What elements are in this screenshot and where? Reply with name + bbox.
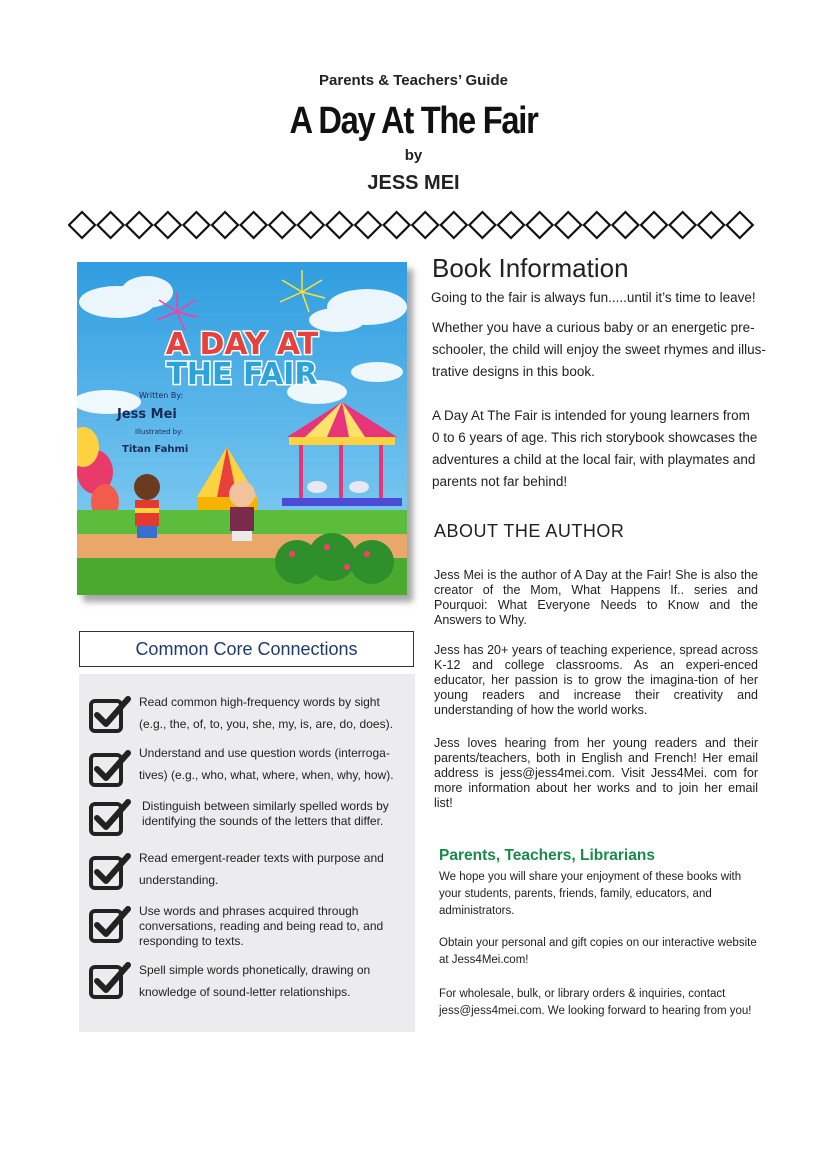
diamond-shape	[469, 212, 495, 238]
checkbox-checked-icon	[88, 851, 132, 891]
book-info-paragraph-2	[432, 405, 772, 493]
book-info-heading: Book Information	[432, 253, 629, 283]
cover-title-line2: THE FAIR	[166, 357, 318, 392]
book-tagline: Going to the fair is always fun.....until it’s time to leave!	[431, 290, 756, 305]
about-paragraph-1: Jess Mei is the author of A Day at the Fair! She is also the creator of the Mom, What Happens If.. series and Pourquoi: What Everyone Needs to Know and the Answers to Why.	[434, 568, 758, 627]
text-line: 0 to 6 years of age. This rich storybook showcases the	[432, 430, 758, 445]
diamond-border	[68, 210, 762, 240]
about-author-heading: ABOUT THE AUTHOR	[434, 521, 625, 541]
book-cover	[77, 262, 407, 595]
text-line: knowledge of sound-letter relationships.	[139, 985, 351, 999]
text-line: tives) (e.g., who, what, where, when, why, how).	[139, 768, 394, 782]
diamond-shape	[269, 212, 295, 238]
text-line: trative designs in this book.	[432, 364, 595, 379]
text-line: conversations, reading and being read to, and	[139, 919, 384, 933]
diamond-shape	[612, 212, 638, 238]
diamond-shape	[555, 212, 581, 238]
diamond-shape	[727, 212, 753, 238]
about-paragraph-2: Jess has 20+ years of teaching experience, spread across K-12 and college classrooms. As an experi-enced educator, her passion is to grow the imagina-tion of her young readers and increase their creativity and understanding of how the world works.	[434, 643, 758, 717]
cover-illustrated-by: Illustrated by:	[135, 428, 184, 436]
child-left-icon	[134, 474, 160, 538]
text-line: identifying the sounds of the letters that differ.	[142, 814, 384, 828]
audience-paragraph-3: For wholesale, bulk, or library orders & inquiries, contact jess@jess4mei.com. We looking forward to hearing from you!	[439, 988, 752, 1017]
diamond-shape	[155, 212, 181, 238]
guide-label: Parents & Teachers’ Guide	[319, 72, 508, 89]
text-line: adventures a child at the local fair, with playmates and	[432, 452, 756, 467]
diamond-shape	[69, 212, 95, 238]
text-line: Whether you have a curious baby or an energetic pre-	[432, 320, 755, 335]
diamond-shape	[241, 212, 267, 238]
cover-illustrator: Titan Fahmi	[122, 444, 189, 455]
text-line: Read emergent-reader texts with purpose and	[139, 851, 384, 865]
author-name: JESS MEI	[367, 172, 460, 194]
diamond-shape	[412, 212, 438, 238]
diamond-shape	[527, 212, 553, 238]
by-label: by	[404, 147, 423, 164]
text-line: Understand and use question words (interroga-	[139, 746, 390, 760]
text-line: Distinguish between similarly spelled words by	[142, 799, 389, 813]
checkbox-checked-icon	[88, 960, 132, 1000]
text-line: A Day At The Fair is intended for young learners from	[432, 408, 750, 423]
text-line: schooler, the child will enjoy the sweet rhymes and illus-	[432, 342, 766, 357]
text-line: parents not far behind!	[432, 474, 568, 489]
cover-written-by: Written By:	[139, 391, 184, 400]
text-line: responding to texts.	[139, 934, 244, 948]
diamond-shape	[298, 212, 324, 238]
child-right-icon	[229, 481, 255, 541]
cover-title-line1: A DAY AT	[165, 327, 319, 362]
diamond-shape	[584, 212, 610, 238]
diamond-shape	[98, 212, 124, 238]
about-paragraph-3: Jess loves hearing from her young readers and their parents/teachers, both in English and French! Her email address is jess@jess4mei.com. Visit Jess4Mei. com for more information about her works and to join her email list!	[434, 736, 758, 810]
book-title: A Day At The Fair	[289, 100, 538, 142]
checkbox-checked-icon	[88, 694, 132, 734]
diamond-shape	[126, 212, 152, 238]
checkbox-checked-icon	[88, 904, 132, 944]
diamond-shape	[641, 212, 667, 238]
text-line: Read common high-frequency words by sight	[139, 695, 380, 709]
diamond-shape	[498, 212, 524, 238]
checkbox-checked-icon	[88, 748, 132, 788]
common-core-heading: Common Core Connections	[79, 631, 414, 667]
diamond-shape	[326, 212, 352, 238]
checkbox-checked-icon	[88, 797, 132, 837]
text-line: understanding.	[139, 873, 219, 887]
diamond-shape	[355, 212, 381, 238]
text-line: Use words and phrases acquired through	[139, 904, 359, 918]
cover-author: Jess Mei	[117, 407, 177, 422]
text-line: Spell simple words phonetically, drawing on	[139, 963, 371, 977]
diamond-shape	[183, 212, 209, 238]
diamond-shape	[384, 212, 410, 238]
text-line: (e.g., the, of, to, you, she, my, is, are, do, does).	[139, 717, 393, 731]
audience-paragraph-1: We hope you will share your enjoyment of these books with your students, parents, friends, family, educators, and administrators.	[439, 871, 742, 917]
book-info-paragraph-1	[432, 317, 772, 383]
diamond-shape	[670, 212, 696, 238]
audience-paragraph-2: Obtain your personal and gift copies on our interactive website at Jess4Mei.com!	[439, 937, 757, 966]
audience-heading: Parents, Teachers, Librarians	[439, 847, 655, 864]
diamond-shape	[698, 212, 724, 238]
diamond-shape	[212, 212, 238, 238]
diamond-shape	[441, 212, 467, 238]
